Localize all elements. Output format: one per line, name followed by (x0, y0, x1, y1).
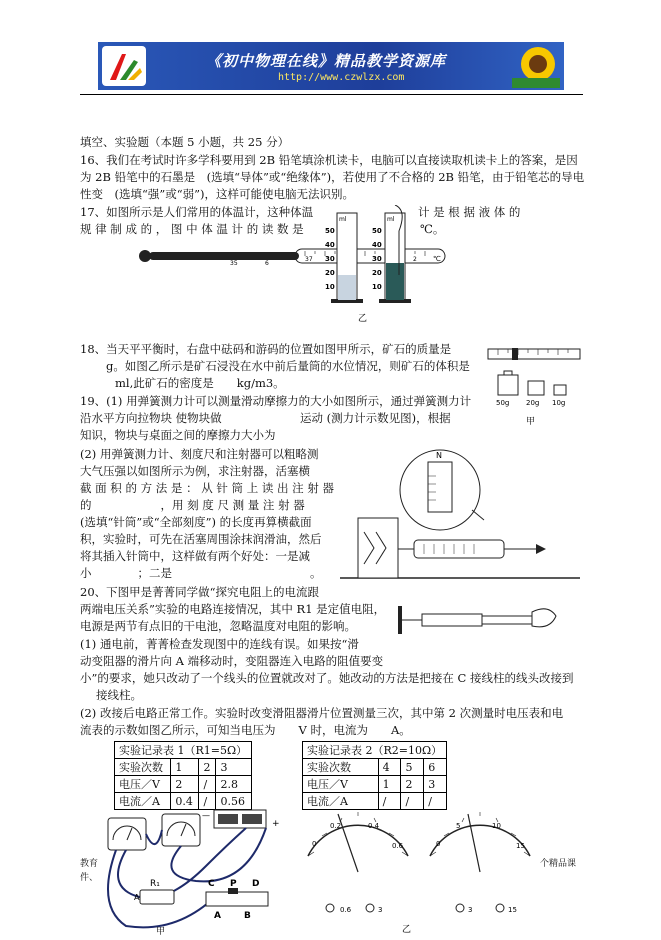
sunflower-image (512, 44, 560, 88)
circuit-minus: — (202, 811, 210, 820)
q20-line2: 两端电压关系”实验的电路连接情况，其中 R1 是定值电阻， (80, 602, 386, 616)
q20-p1-2: 动变阻器的滑片向 A 端移动时，变阻器连入电路的阻值要变 (80, 654, 384, 668)
meters-fig-label: 乙 (402, 925, 412, 935)
thermo-tick-6: ℃ (433, 255, 441, 263)
table-cell: 2 (171, 776, 199, 793)
ammeter-tick-3: 0.6 (392, 842, 404, 850)
table-cell: 电压／V (115, 776, 171, 793)
meter-letter-N: N (436, 451, 442, 460)
cylinders-figure (325, 205, 425, 325)
circuit-B: B (244, 911, 251, 921)
header-rule (80, 94, 583, 95)
banner-url[interactable]: http://www.czwlzx.com (278, 72, 405, 83)
weight-20g: 20g (526, 399, 540, 407)
q18-line2: g。如图乙所示是矿石浸没在水中前后量筒的水位情况，则矿石的体积是 (106, 359, 470, 373)
table-cell: 1 (378, 776, 401, 793)
voltmeter-terminal-15: 15 (508, 906, 517, 914)
q17-line2a: 规 律 制 成 的 ， 图 中 体 温 计 的 读 数 是 (80, 222, 304, 236)
voltmeter-tick-15: 15 (516, 842, 525, 850)
ammeter-terminal-06: 0.6 (340, 906, 352, 914)
ammeter-terminal-3: 3 (378, 906, 383, 914)
circuit-D: D (252, 879, 260, 889)
q19-p2-1: (2) 用弹簧测力计、刻度尺和注射器可以粗略测 (80, 447, 319, 461)
table1-title: 实验记录表 1（R1=5Ω） (115, 742, 252, 759)
q16-line1: 16、我们在考试时许多学科要用到 2B 铅笔填涂机读卡，电脑可以直接读取机读卡上的答案，是因 (80, 153, 578, 167)
table-cell: 0.4 (171, 793, 199, 810)
table-cell: / (199, 793, 216, 810)
thermo-tick-3: 37 (305, 256, 313, 263)
thermo-tick-1: 35 (230, 260, 238, 267)
cyl-tick-10b: 10 (372, 283, 382, 291)
q19-p2-3: 截 面 积 的 方 法 是 ： 从 针 筒 上 读 出 注 射 器 (80, 481, 334, 495)
voltmeter-tick-10: 10 (492, 822, 501, 830)
q17-line1a: 17、如图所示是人们常用的体温计，这种体温 (80, 205, 314, 219)
weight-10g: 10g (552, 399, 566, 407)
cyl-tick-50: 50 (325, 227, 335, 235)
record-table-1 (114, 741, 252, 810)
meters-figure (296, 800, 544, 936)
ammeter-dial (308, 812, 408, 914)
section-title: 填空、实验题（本题 5 小题，共 25 分） (80, 135, 290, 149)
header-banner (98, 42, 564, 90)
q19-p2-5: (选填“针筒”或“全部刻度”) 的长度再算横截面 (80, 515, 312, 529)
q19-line2a: 沿水平方向拉物块 使物块做 (80, 411, 222, 425)
circuit-figure (96, 806, 296, 936)
circuit-plus: + (272, 819, 280, 829)
q19-p2-4: 的 ，用 刻 度 尺 测 量 注 射 器 (80, 498, 305, 512)
circuit-r1: R₁ (150, 879, 160, 889)
circuit-P: P (230, 879, 237, 889)
table-cell: 实验次数 (115, 759, 171, 776)
logo (102, 46, 146, 86)
table-cell: / (401, 793, 424, 810)
table-cell: 6 (424, 759, 447, 776)
footer-left2: 件、 (80, 873, 99, 883)
q20-line3: 电源是两节有点旧的干电池，忽略温度对电阻的影响。 (80, 619, 356, 633)
cyl-tick-40: 40 (325, 241, 335, 249)
q20-p1-4: 接线柱。 (96, 688, 142, 702)
voltmeter-tick-0: 0 (436, 840, 441, 848)
q19-line3: 知识，物块与桌面之间的摩擦力大小为 (80, 428, 276, 442)
ammeter-tick-1: 0.2 (330, 822, 342, 830)
table-cell: / (424, 793, 447, 810)
table-cell: 电流／A (303, 793, 379, 810)
q19-p2-6: 积，实验时，可先在活塞周围涂抹润滑油，然后 (80, 532, 322, 546)
cyl-tick-30: 30 (325, 255, 335, 263)
cyl-tick-40b: 40 (372, 241, 382, 249)
cyl-tick-20: 20 (325, 269, 335, 277)
circuit-C: C (208, 879, 215, 889)
voltmeter-dial (430, 812, 530, 914)
table2-title: 实验记录表 2（R2=10Ω） (303, 742, 447, 759)
q19-line2b: 运动 (测力计示数见图)，根据 (300, 411, 451, 425)
q19-p2-8: 小 ；二是 。 (80, 566, 322, 580)
table-cell: 4 (378, 759, 401, 776)
cyl-unit-left: ml (339, 216, 347, 223)
table-cell: 0.56 (216, 793, 252, 810)
table-cell: / (199, 776, 216, 793)
q19-p2-7: 将其插入针筒中，这样做有两个好处：一是减 (80, 549, 310, 563)
footer-left: 教育 (80, 859, 99, 869)
q19-line1: 19、(1) 用弹簧测力计可以测量滑动摩擦力的大小如图所示，通过弹簧测力计 (80, 394, 472, 408)
table-cell: 2.8 (216, 776, 252, 793)
footer-right: 个精品课 (540, 859, 577, 869)
voltmeter-terminal-3: 3 (468, 906, 473, 914)
cylinders-label: 乙 (358, 314, 368, 324)
q17-line1b: 计 是 根 据 液 体 的 (418, 205, 521, 219)
banner-title: 《初中物理在线》精品教学资源库 (206, 52, 447, 70)
q16-line2: 为 2B 铅笔中的石墨是 (选填“导体”或“绝缘体”)，若使用了不合格的 2B 铅笔，由于铅笔芯的导电 (80, 170, 585, 184)
thermo-tick-5: 2 (413, 256, 417, 263)
cyl-tick-30b: 30 (372, 255, 382, 263)
cylinder-before (331, 213, 363, 303)
syringe-figure (398, 600, 558, 640)
cylinder-after (379, 205, 411, 303)
cyl-tick-20b: 20 (372, 269, 382, 277)
table-cell: 实验次数 (303, 759, 379, 776)
spring-scale-figure (340, 436, 580, 584)
table-cell: 2 (401, 776, 424, 793)
table-cell: 1 (171, 759, 199, 776)
q18-line3: ml,此矿石的密度是 kg/m3。 (115, 376, 285, 390)
circuit-A-bottom: A (214, 911, 221, 921)
balance-weights-figure (484, 345, 584, 425)
q20-p1-3: 小”的要求，她只改动了一个线头的位置就改对了。她改动的方法是把接在 C 接线柱的线头改接到 (80, 671, 574, 685)
q19-p2-2: 大气压强以如图所示为例，求注射器，活塞横 (80, 464, 310, 478)
circuit-fig-label: 甲 (156, 927, 166, 936)
table-cell: 电压／V (303, 776, 379, 793)
cyl-unit-right: ml (387, 216, 395, 223)
cyl-tick-50b: 50 (372, 227, 382, 235)
table-cell: 3 (216, 759, 252, 776)
ammeter-tick-2: 0.4 (368, 822, 380, 830)
table-cell: 2 (199, 759, 216, 776)
table-cell: / (378, 793, 401, 810)
table-cell: 电流／A (115, 793, 171, 810)
balance-label: 甲 (526, 417, 536, 425)
q20-p1-1: (1) 通电前，菁菁检查发现图中的连线有误。如果按“滑 (80, 637, 359, 651)
voltmeter-tick-5: 5 (456, 822, 461, 830)
q17-line2b: ℃。 (420, 222, 445, 236)
thermo-tick-2: 6 (265, 260, 269, 267)
q16-line3: 性变 (选填“强”或“弱”)，这样可能使电脑无法识别。 (80, 187, 354, 201)
table-cell: 5 (401, 759, 424, 776)
circuit-A-left: A (134, 893, 140, 902)
table-cell: 3 (424, 776, 447, 793)
ammeter-tick-0: 0 (312, 840, 317, 848)
cyl-tick-10: 10 (325, 283, 335, 291)
q20-line1: 20、下图甲是菁菁同学做“探究电阻上的电流跟 (80, 585, 320, 599)
q20-p2-2: 流表的示数如图乙所示，可知当电压为 V 时，电流为 A。 (80, 723, 411, 737)
q18-line1: 18、当天平平衡时，右盘中砝码和游码的位置如图甲所示，矿石的质量是 (80, 342, 452, 356)
q20-p2-1: (2) 改接后电路正常工作。实验时改变滑阻器滑片位置测量三次，其中第 2 次测量时电压表和电 (80, 706, 564, 720)
weight-50g: 50g (496, 399, 510, 407)
